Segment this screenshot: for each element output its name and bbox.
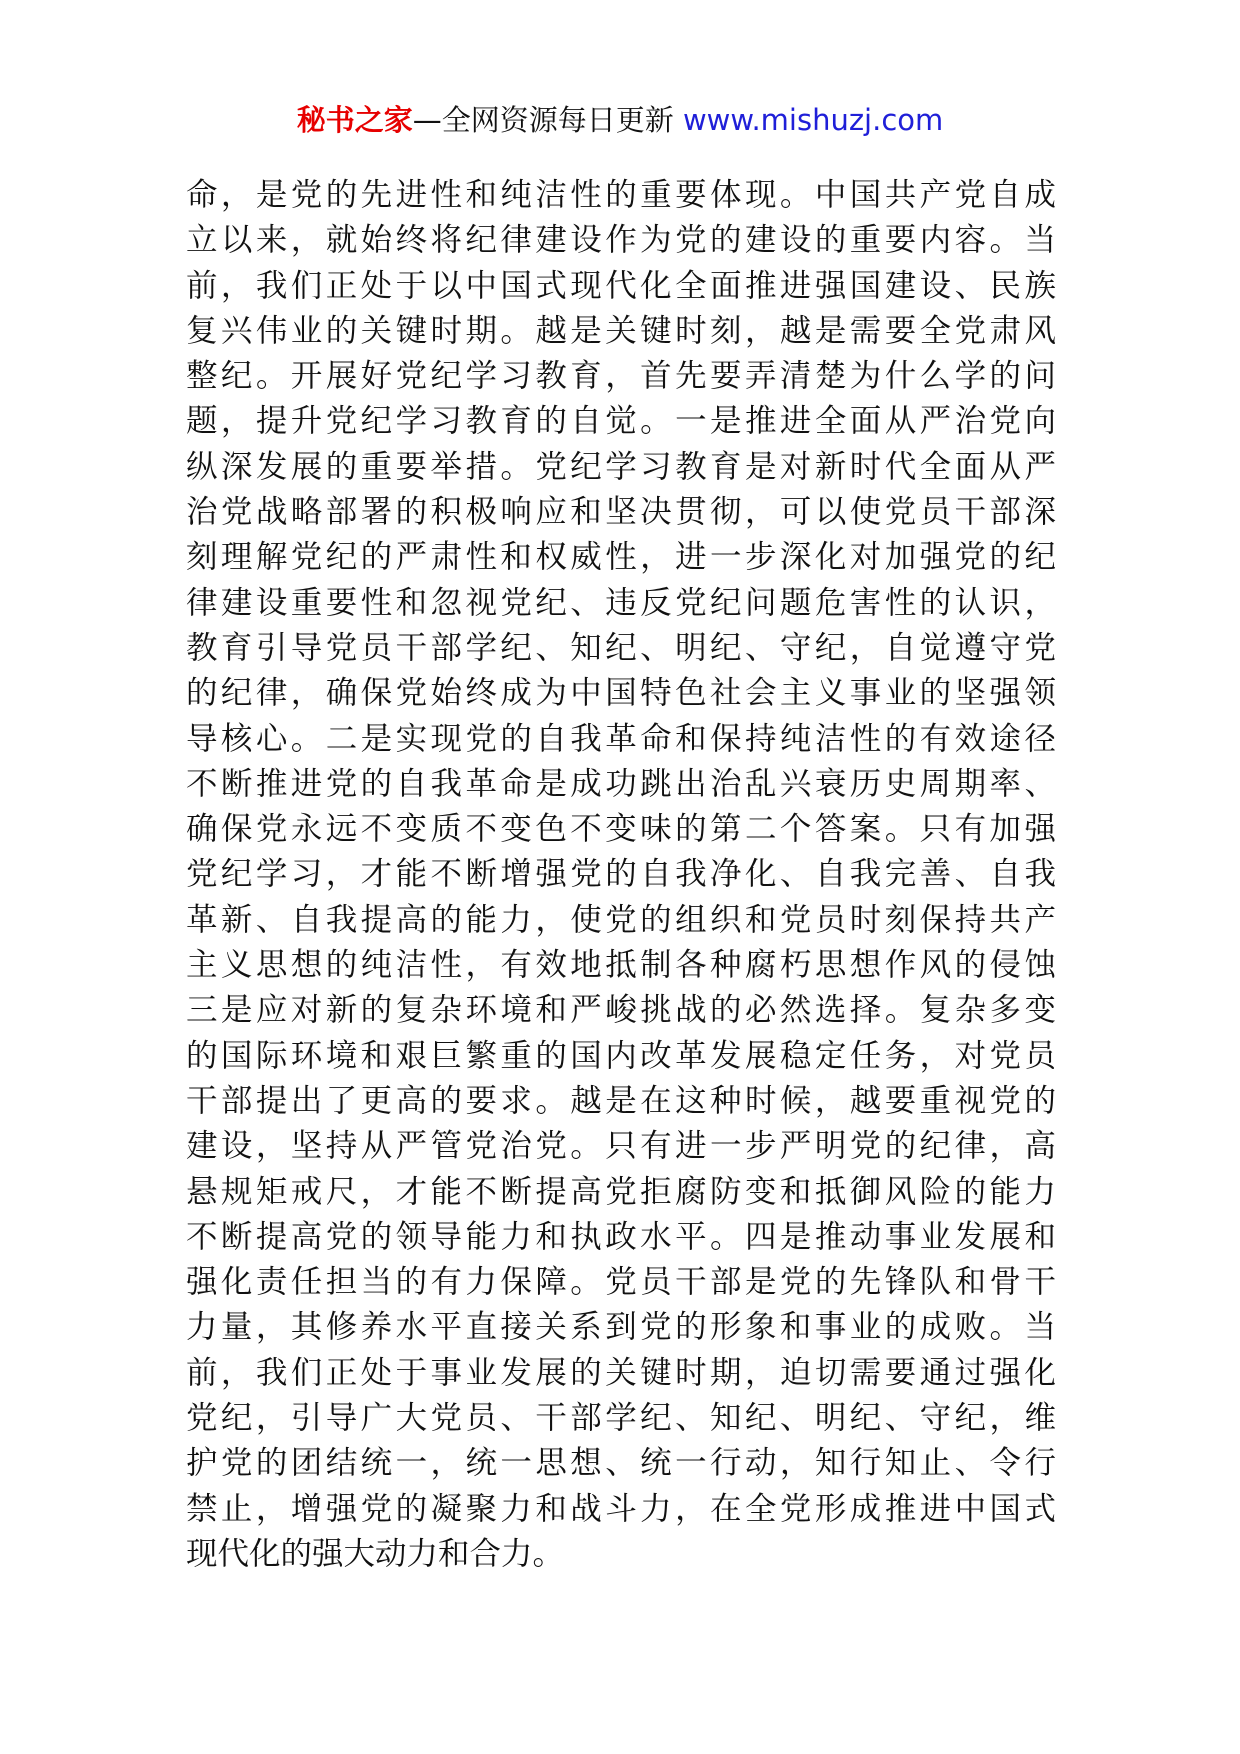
body-line: 干部提出了更高的要求。越是在这种时候，越要重视党的 xyxy=(186,1082,1056,1119)
body-line: 复兴伟业的关键时期。越是关键时刻，越是需要全党肃风 xyxy=(186,312,1056,349)
page-header xyxy=(0,100,1240,140)
body-line: 三是应对新的复杂环境和严峻挑战的必然选择。复杂多变 xyxy=(186,992,1056,1029)
body-line: 禁止，增强党的凝聚力和战斗力，在全党形成推进中国式 xyxy=(186,1490,1056,1527)
body-line: 护党的团结统一，统一思想、统一行动，知行知止、令行 xyxy=(186,1445,1056,1482)
site-url-link[interactable]: www.mishuzj.com xyxy=(682,103,944,137)
body-line: 整纪。开展好党纪学习教育，首先要弄清楚为什么学的问 xyxy=(186,358,1056,395)
body-line: 治党战略部署的积极响应和坚决贯彻，可以使党员干部深 xyxy=(186,494,1056,531)
body-line: 教育引导党员干部学纪、知纪、明纪、守纪，自觉遵守党 xyxy=(186,629,1056,666)
body-line: 悬规矩戒尺，才能不断提高党拒腐防变和抵御风险的能力 xyxy=(186,1173,1056,1210)
body-line: 党纪学习，才能不断增强党的自我净化、自我完善、自我 xyxy=(186,856,1056,893)
body-line: 刻理解党纪的严肃性和权威性，进一步深化对加强党的纪 xyxy=(186,539,1056,576)
body-line: 主义思想的纯洁性，有效地抵制各种腐朽思想作风的侵蚀 xyxy=(186,947,1056,984)
body-line: 革新、自我提高的能力，使党的组织和党员时刻保持共产 xyxy=(186,901,1056,938)
body-line: 现代化的强大动力和合力。 xyxy=(186,1535,565,1572)
body-line: 纵深发展的重要举措。党纪学习教育是对新时代全面从严 xyxy=(186,448,1056,485)
header-tagline: —全网资源每日更新 xyxy=(412,103,683,137)
body-line: 的国际环境和艰巨繁重的国内改革发展稳定任务，对党员 xyxy=(186,1037,1056,1074)
body-line: 前，我们正处于以中国式现代化全面推进强国建设、民族 xyxy=(186,267,1056,304)
body-line: 命，是党的先进性和纯洁性的重要体现。中国共产党自成 xyxy=(186,177,1056,213)
body-line: 不断推进党的自我革命是成功跳出治乱兴衰历史周期率、 xyxy=(186,765,1056,802)
brand-name: 秘书之家 xyxy=(296,103,413,137)
body-line: 立以来，就始终将纪律建设作为党的建设的重要内容。当 xyxy=(186,222,1056,259)
body-line: 律建设重要性和忽视党纪、违反党纪问题危害性的认识， xyxy=(186,584,1056,621)
body-line: 不断提高党的领导能力和执政水平。四是推动事业发展和 xyxy=(186,1218,1056,1255)
body-paragraph xyxy=(186,173,1056,1577)
body-line: 党纪，引导广大党员、干部学纪、知纪、明纪、守纪，维 xyxy=(186,1400,1056,1437)
body-line: 建设，坚持从严管党治党。只有进一步严明党的纪律，高 xyxy=(186,1128,1056,1165)
body-line: 确保党永远不变质不变色不变味的第二个答案。只有加强 xyxy=(186,811,1056,848)
body-line: 力量，其修养水平直接关系到党的形象和事业的成败。当 xyxy=(186,1309,1056,1346)
body-line: 强化责任担当的有力保障。党员干部是党的先锋队和骨干 xyxy=(186,1264,1056,1301)
body-line: 题，提升党纪学习教育的自觉。一是推进全面从严治党向 xyxy=(186,403,1056,440)
body-line: 导核心。二是实现党的自我革命和保持纯洁性的有效途径 xyxy=(186,720,1056,757)
body-line: 前，我们正处于事业发展的关键时期，迫切需要通过强化 xyxy=(186,1354,1056,1391)
body-line: 的纪律，确保党始终成为中国特色社会主义事业的坚强领 xyxy=(186,675,1056,712)
